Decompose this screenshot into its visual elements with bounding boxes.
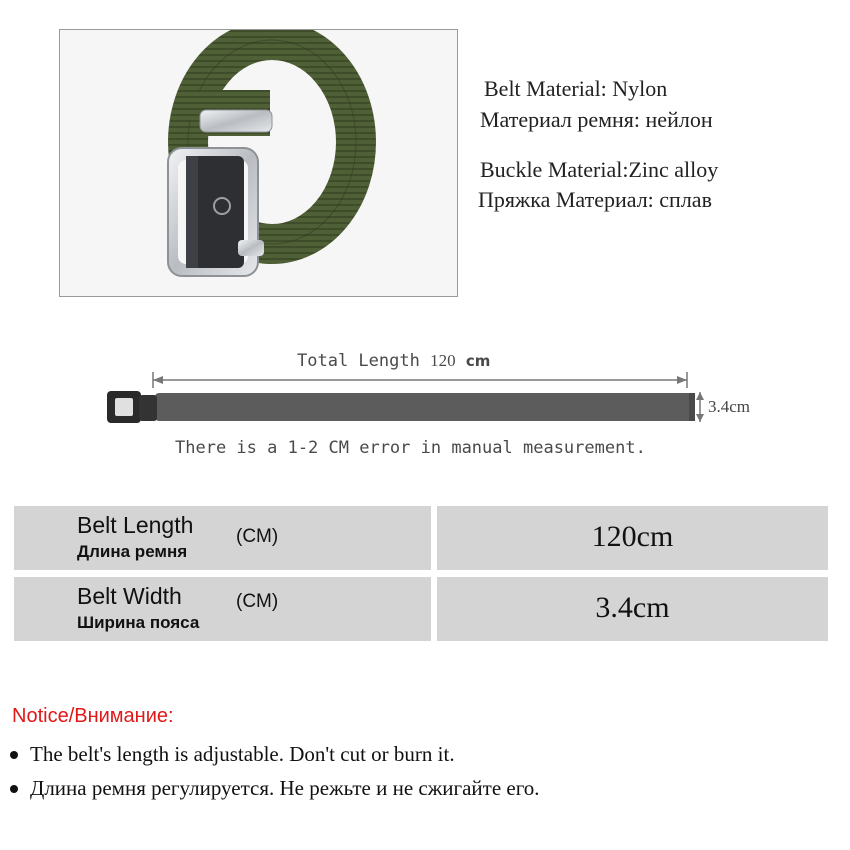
table-row <box>14 506 828 570</box>
total-length-unit: cm <box>465 352 491 370</box>
bullet-icon <box>10 751 18 759</box>
row-label-ru: Ширина пояса <box>77 613 200 632</box>
row-label-en: Belt Length <box>77 512 194 538</box>
width-label: 3.4cm <box>708 397 751 416</box>
notice-list <box>10 742 540 810</box>
list-item <box>10 742 540 776</box>
notice-text: Длина ремня регулируется. Не режьте и не сжигайте его. <box>30 776 540 800</box>
row-label-cell <box>14 506 431 570</box>
list-item <box>10 776 540 810</box>
table-row <box>14 577 828 641</box>
row-label-ru: Длина ремня <box>77 542 188 561</box>
buckle-material-en: Buckle Material:Zinc alloy <box>480 157 719 182</box>
product-photo <box>59 29 458 297</box>
total-length-value: 120 <box>430 351 456 370</box>
belt-strap <box>155 393 695 421</box>
row-value-cell <box>437 577 828 641</box>
row-unit: (CM) <box>236 591 279 612</box>
row-unit: (CM) <box>236 526 279 547</box>
row-value: 120cm <box>591 520 674 553</box>
belt-material-en: Belt Material: Nylon <box>484 76 668 101</box>
bullet-icon <box>10 785 18 793</box>
notice-text: The belt's length is adjustable. Don't cut or burn it. <box>30 742 455 766</box>
belt-material-ru: Материал ремня: нейлон <box>480 107 713 132</box>
measurement-diagram <box>35 312 780 477</box>
error-note: There is a 1-2 CM error in manual measurement. <box>175 438 646 458</box>
buckle-material-ru: Пряжка Материал: сплав <box>478 187 712 212</box>
row-label-cell <box>14 577 431 641</box>
row-label-en: Belt Width <box>77 583 182 609</box>
belt-photo-illustration <box>60 30 457 296</box>
total-length-label: Total Length <box>297 351 420 371</box>
notice-title: Notice/Внимание: <box>12 705 174 727</box>
row-value-cell <box>437 506 828 570</box>
row-value: 3.4cm <box>595 591 670 624</box>
total-length-caption <box>297 351 490 371</box>
